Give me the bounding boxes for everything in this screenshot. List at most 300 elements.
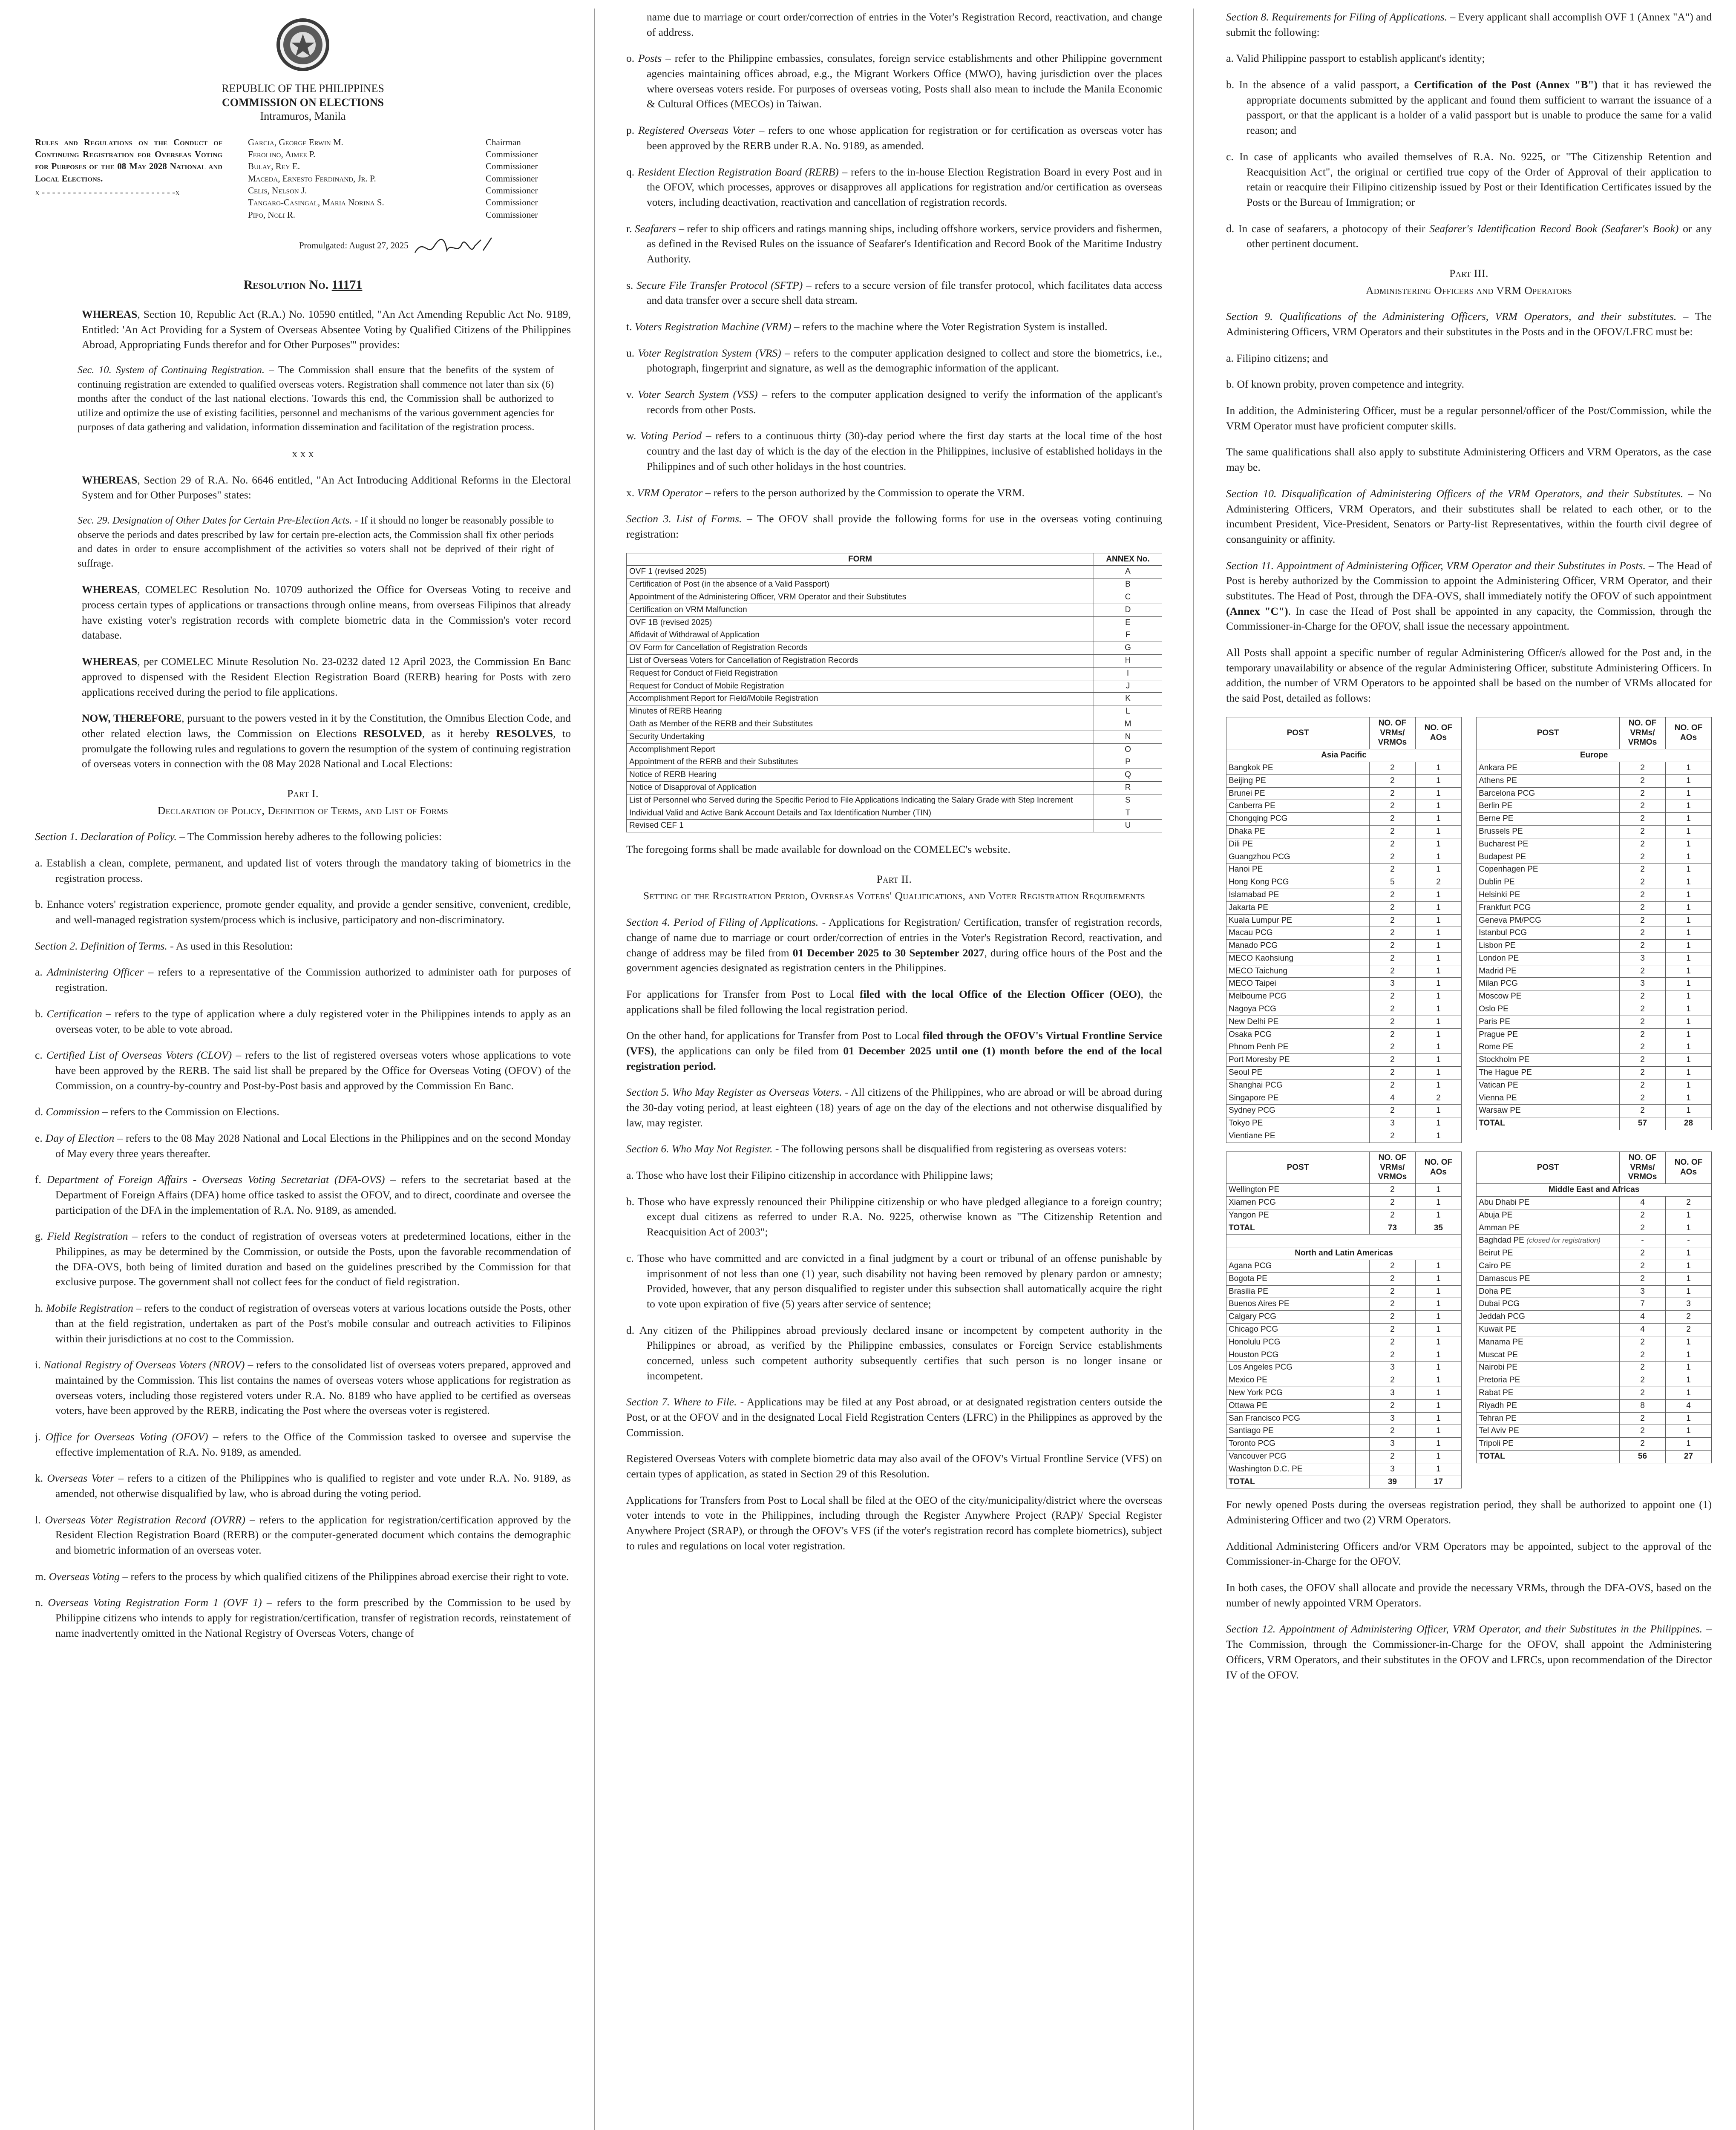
definitions-list	[626, 51, 1162, 500]
ao-count: 1	[1666, 800, 1712, 813]
vrm-count: 2	[1620, 825, 1666, 838]
vrm-count: 3	[1369, 1387, 1415, 1399]
post-name: Los Angeles PCG	[1226, 1361, 1370, 1374]
vrm-row	[1226, 1463, 1462, 1476]
ao-count: 1	[1666, 901, 1712, 914]
vrm-row	[1226, 1336, 1462, 1349]
vrm-count: 8	[1620, 1399, 1666, 1412]
vrm-col-vrms: NO. OF VRMs/ VRMOs	[1369, 1151, 1415, 1183]
vrm-row	[1226, 1054, 1462, 1067]
ao-count: 1	[1415, 1130, 1461, 1143]
column-1	[35, 9, 571, 2130]
forms-row	[627, 566, 1162, 579]
vrm-row	[1477, 774, 1712, 787]
post-name: Dubai PCG	[1477, 1298, 1620, 1311]
post-name: TOTAL	[1226, 1222, 1370, 1235]
vrm-row	[1226, 1399, 1462, 1412]
post-name: Melbourne PCG	[1226, 990, 1370, 1003]
vrm-row	[1477, 1349, 1712, 1361]
definition-term: National Registry of Overseas Voters (NROV)	[43, 1359, 245, 1371]
form-annex: H	[1094, 654, 1162, 667]
ao-count: 1	[1415, 1197, 1461, 1209]
form-name: Revised CEF 1	[627, 820, 1094, 832]
vrm-col-post: POST	[1477, 1151, 1620, 1183]
definition-item	[626, 319, 1162, 334]
region-name: North and Latin Americas	[1226, 1247, 1462, 1260]
form-annex: C	[1094, 591, 1162, 604]
vrm-count: 2	[1369, 1003, 1415, 1016]
ao-count: -	[1666, 1235, 1712, 1247]
forms-row	[627, 756, 1162, 769]
ao-count: 1	[1666, 813, 1712, 826]
vrm-count: 2	[1620, 1349, 1666, 1361]
vrm-row	[1226, 1387, 1462, 1399]
vrm-header-row	[1477, 1151, 1712, 1183]
whereas-1: WHEREAS, Section 10, Republic Act (R.A.) No. 10590 entitled, "An Act Amending Republic Act No. 9189, Entitled: 'An Act Providing for a System of Overseas Absentee Voting by Qualified Citizens of the Philippines Abroad, Appropriating Funds therefor and for Other Purposes'" provides:	[82, 308, 571, 351]
definition-text: – refers to a secure version of file transfer protocol, which facilitates data access and data transfer over a secure shell data stream.	[647, 279, 1162, 307]
vrm-count: 2	[1620, 1028, 1666, 1041]
vrm-row	[1477, 1028, 1712, 1041]
disqualification-item: c. Those who have committed and are convicted in a final judgment by a court or tribunal of an offense punishable by imprisonment of not less than one (1) year, such disability not having been removed by plenary pardon or amnesty; Provided, however, that any person disqualified to register under this subsection shall automatically acquire the right to vote upon expiration of five (5) years after service of sentence;	[626, 1252, 1162, 1310]
qualification-item: a. Filipino citizens; and	[1226, 351, 1328, 364]
vrm-count: 2	[1620, 1079, 1666, 1092]
vrm-count: 2	[1369, 1298, 1415, 1311]
vrm-count: 4	[1369, 1092, 1415, 1105]
definition-text: – refers to the list of registered overseas voters whose applications to vote have been approved by the RERB. The said list shall be prepared by the Office for Overseas Voting (OFOV) of the Commission, on a country-by-country and Post-by-Post basis and approved by the Commission En Banc.	[55, 1049, 571, 1092]
definition-term: Day of Election	[45, 1131, 115, 1144]
form-annex: P	[1094, 756, 1162, 769]
vrm-row	[1477, 813, 1712, 826]
ao-count: 1	[1666, 774, 1712, 787]
ao-count: 1	[1415, 1105, 1461, 1117]
post-name: Rabat PE	[1477, 1387, 1620, 1399]
ao-count: 1	[1415, 1387, 1461, 1399]
ao-count: 1	[1666, 1349, 1712, 1361]
ao-count: 4	[1666, 1399, 1712, 1412]
post-name: Ankara PE	[1477, 762, 1620, 774]
post-name: Singapore PE	[1226, 1092, 1370, 1105]
ao-count: 2	[1666, 1197, 1712, 1209]
vrm-count: 2	[1369, 851, 1415, 864]
definition-item	[35, 1569, 571, 1584]
post-name: Moscow PE	[1477, 990, 1620, 1003]
vrm-count: 2	[1369, 1399, 1415, 1412]
form-name: Accomplishment Report for Field/Mobile Registration	[627, 693, 1094, 705]
commissioner-row: Tangaro-Casingal, Maria Norina S. Commissioner	[248, 197, 538, 208]
vrm-count: 2	[1369, 927, 1415, 940]
post-name: Dhaka PE	[1226, 825, 1370, 838]
vrm-count: 56	[1620, 1450, 1666, 1463]
requirement-item: a. Valid Philippine passport to establish applicant's identity;	[1226, 52, 1485, 65]
vrm-count: 2	[1620, 1374, 1666, 1387]
ao-count: 1	[1666, 1054, 1712, 1067]
vrm-count: 2	[1620, 800, 1666, 813]
vrm-row	[1226, 1349, 1462, 1361]
closed-note: (closed for registration)	[1526, 1236, 1601, 1245]
ao-count: 1	[1415, 1184, 1461, 1197]
vrm-count: 2	[1369, 914, 1415, 927]
vrm-count: 3	[1620, 1285, 1666, 1298]
definition-term: Mobile Registration	[46, 1302, 133, 1315]
ao-count: 1	[1415, 1438, 1461, 1451]
section-4: Section 4. Period of Filing of Applications. - Applications for Registration/ Certification, transfer of registration records, change of name due to marriage or court order/correction of entries in the Voter's Registration Record, reactivation, and change of address may be filed from 01 December 2025 to 30 September 2027, during office hours of the Post and the government agencies designated as registration centers in the Philippines.	[626, 916, 1162, 974]
definition-key: f.	[35, 1173, 41, 1186]
section-9-substitutes: The same qualifications shall also apply to substitute Administering Officers and VRM Operators, as the case may be.	[1226, 446, 1712, 474]
vrm-row	[1477, 1374, 1712, 1387]
vrm-count: 2	[1369, 1425, 1415, 1438]
requirement-item: c. In case of applicants who availed themselves of R.A. No. 9225, or "The Citizenship Retention and Reacquisition Act", the original or certified true copy of the Order of Approval of their application to retain or reacquire their Filipino citizenship issued by Post or their Identification Certificates issued by the Posts or the Bureau of Immigration; or	[1226, 150, 1712, 208]
post-name: TOTAL	[1477, 1450, 1620, 1463]
post-name: Budapest PE	[1477, 851, 1620, 864]
commissioner-row: Bulay, Rey E. Commissioner	[248, 161, 538, 172]
section-8: Section 8. Requirements for Filing of Applications. – Every applicant shall accomplish OVF 1 (Annex "A") and submit the following:	[1226, 11, 1712, 38]
form-name: OV Form for Cancellation of Registration Records	[627, 642, 1094, 655]
ao-count: 1	[1415, 1374, 1461, 1387]
vrm-count: 3	[1369, 1117, 1415, 1130]
vrm-count: 2	[1620, 1425, 1666, 1438]
part-2-title: Setting of the Registration Period, Overseas Voters' Qualifications, and Voter Registration Requirements	[643, 889, 1146, 902]
vrm-row	[1226, 1184, 1462, 1197]
vrm-count: -	[1620, 1235, 1666, 1247]
ao-count: 1	[1666, 1247, 1712, 1260]
vrm-count: 2	[1369, 1272, 1415, 1285]
form-name: Minutes of RERB Hearing	[627, 705, 1094, 718]
definition-item	[35, 1048, 571, 1093]
post-name: Brunei PE	[1226, 787, 1370, 800]
form-name: Appointment of the Administering Officer, VRM Operator and their Substitutes	[627, 591, 1094, 604]
ao-count: 1	[1415, 813, 1461, 826]
vrm-row	[1226, 864, 1462, 876]
definition-item	[35, 1131, 571, 1161]
vrm-row	[1477, 851, 1712, 864]
vrm-count: 73	[1369, 1222, 1415, 1235]
vrm-count: 2	[1369, 800, 1415, 813]
post-name: Damascus PE	[1477, 1272, 1620, 1285]
definition-item	[35, 1429, 571, 1459]
vrm-count: 2	[1620, 1387, 1666, 1399]
post-name: Oslo PE	[1477, 1003, 1620, 1016]
post-name: Barcelona PCG	[1477, 787, 1620, 800]
post-name: Paris PE	[1477, 1016, 1620, 1028]
form-annex: J	[1094, 680, 1162, 693]
commissioner-row: Maceda, Ernesto Ferdinand, Jr. P. Commissioner	[248, 173, 538, 184]
forms-row	[627, 680, 1162, 693]
vrm-row	[1477, 1247, 1712, 1260]
vrm-row	[1226, 1260, 1462, 1273]
vrm-count: 2	[1369, 762, 1415, 774]
vrm-row	[1477, 1016, 1712, 1028]
definition-text: – refer to ship officers and ratings manning ships, including offshore workers, service providers and fishermen, as defined in the Revised Rules on the issuance of Seafarer's Identification and Record Book of the Maritime Industry Authority.	[647, 222, 1162, 265]
vrm-count: 2	[1620, 774, 1666, 787]
vrm-row	[1477, 1311, 1712, 1324]
ao-count: 1	[1415, 1041, 1461, 1054]
commission-label: COMMISSION ON ELECTIONS	[222, 96, 384, 109]
ao-count: 1	[1415, 1324, 1461, 1336]
vrm-count: 2	[1369, 774, 1415, 787]
vrm-count: 2	[1369, 1054, 1415, 1067]
definition-text: – refers to the Office of the Commission tasked to oversee and supervise the effective implementation of R.A. No. 9189, as amended.	[55, 1430, 571, 1458]
vrm-row	[1477, 787, 1712, 800]
vrm-count: 2	[1620, 1016, 1666, 1028]
vrm-count: 2	[1369, 1260, 1415, 1273]
ao-count: 1	[1666, 1361, 1712, 1374]
definition-text: – refers to a continuous thirty (30)-day period where the first day starts at the local time of the host country and the last day of which is the day of the election in the Philippines, inclusive of established holidays in the Philippines and of such other holidays in the host countries.	[647, 429, 1162, 472]
vrm-header-row	[1477, 717, 1712, 749]
ao-count: 1	[1415, 952, 1461, 965]
post-name: New York PCG	[1226, 1387, 1370, 1399]
vrm-row	[1477, 800, 1712, 813]
definition-item	[35, 964, 571, 995]
definition-item	[35, 1301, 571, 1346]
vrm-count: 2	[1369, 940, 1415, 953]
vrm-count: 2	[1369, 889, 1415, 901]
vrm-row	[1226, 1374, 1462, 1387]
definition-item	[626, 485, 1162, 501]
vrm-row	[1477, 1336, 1712, 1349]
vrm-count: 2	[1369, 1209, 1415, 1222]
ao-count: 1	[1666, 1374, 1712, 1387]
disqualification-item: a. Those who have lost their Filipino citizenship in accordance with Philippine laws;	[626, 1169, 993, 1182]
post-name: Bangkok PE	[1226, 762, 1370, 774]
vrm-row	[1226, 1311, 1462, 1324]
vrm-row	[1226, 1298, 1462, 1311]
vrm-col-vrms: NO. OF VRMs/ VRMOs	[1369, 717, 1415, 749]
post-name: Tripoli PE	[1477, 1438, 1620, 1451]
definition-text: – refers to the consolidated list of overseas voters prepared, approved and maintained by the Commission. This list contains the names of overseas voters whose applications for registration as overseas voters, including those registered voters under R.A. No. 8189 who have applied to be certified as overseas voters, have been approved by the RERB, indicating the Post where the overseas voter is registered.	[55, 1359, 571, 1417]
form-annex: Q	[1094, 769, 1162, 782]
whereas-3: WHEREAS, COMELEC Resolution No. 10709 authorized the Office for Overseas Voting to receive and process certain types of applications or transactions through online means, from overseas Filipinos that already have existing voter's registration records with complete biometric data in the Commission's voter record database.	[82, 583, 571, 642]
vrm-count: 2	[1620, 940, 1666, 953]
post-name: Tel Aviv PE	[1477, 1425, 1620, 1438]
vrm-count: 7	[1620, 1298, 1666, 1311]
ao-count: 1	[1415, 1336, 1461, 1349]
vrm-row	[1226, 952, 1462, 965]
whereas-2: WHEREAS, Section 29 of R.A. No. 6646 entitled, "An Act Introducing Additional Reforms in the Electoral System and for Other Purposes" states:	[82, 473, 571, 501]
ao-count: 1	[1415, 940, 1461, 953]
forms-row	[627, 794, 1162, 807]
commissioner-row: Ferolino, Aimee P. Commissioner	[248, 149, 538, 159]
title-block	[35, 136, 571, 259]
vrm-tables-row-2	[1226, 1151, 1712, 1489]
post-name: Osaka PCG	[1226, 1028, 1370, 1041]
post-name: Mexico PE	[1226, 1374, 1370, 1387]
part-1-title: Declaration of Policy, Definition of Terms, and List of Forms	[157, 804, 449, 817]
ao-count: 1	[1415, 901, 1461, 914]
ao-count: 1	[1666, 1336, 1712, 1349]
post-name: Vatican PE	[1477, 1079, 1620, 1092]
post-name: Xiamen PCG	[1226, 1197, 1370, 1209]
vrm-count: 2	[1369, 1450, 1415, 1463]
comelec-seal-icon	[275, 17, 331, 72]
vrm-col-post: POST	[1477, 717, 1620, 749]
vrm-count: 2	[1369, 1184, 1415, 1197]
forms-row	[627, 807, 1162, 820]
vrm-row	[1226, 1272, 1462, 1285]
definition-text: – refers to the conduct of registration of overseas voters at various locations outside the Posts, other than at the field registration, undertaken as part of the Post's mobile consular and outreach activities to Filipinos within their jurisdictions at no cost to the Commission.	[55, 1302, 571, 1345]
ao-count: 1	[1415, 825, 1461, 838]
definition-item	[35, 1172, 571, 1218]
ao-count: 1	[1415, 1209, 1461, 1222]
post-name: Calgary PCG	[1226, 1311, 1370, 1324]
ao-count: 1	[1666, 762, 1712, 774]
definition-term: Voter Search System (VSS)	[638, 388, 758, 401]
vrm-count: 2	[1369, 1105, 1415, 1117]
definition-item	[35, 1104, 571, 1120]
commissioner-row: Pipo, Noli R. Commissioner	[248, 209, 538, 220]
form-name: Oath as Member of the RERB and their Substitutes	[627, 718, 1094, 731]
post-name: Helsinki PE	[1477, 889, 1620, 901]
vrm-row	[1226, 914, 1462, 927]
post-name: Chicago PCG	[1226, 1324, 1370, 1336]
ao-count: 1	[1666, 990, 1712, 1003]
ao-count: 1	[1666, 864, 1712, 876]
vrm-count: 2	[1620, 990, 1666, 1003]
vrm-count: 2	[1369, 965, 1415, 978]
vrm-row	[1226, 1450, 1462, 1463]
forms-row	[627, 718, 1162, 731]
vrm-count: 2	[1620, 965, 1666, 978]
definition-text: – refer to the Philippine embassies, consulates, foreign service establishments and other Philippine government agencies maintaining offices abroad, e.g., the Migrant Workers Office (MWO), having jurisdiction over the places where overseas voters reside. For purposes of overseas voting, Posts shall also mean to include the Manila Economic & Cultural Offices (MECOs) in Taiwan.	[647, 52, 1162, 110]
vrm-row	[1226, 990, 1462, 1003]
definition-text: – refers to the conduct of registration of overseas voters at predetermined locations, either in the Philippines, as may be determined by the Commission, or outside the Posts, upon the favorable recommendation of the DFA-OVS, both being of limited duration and based on the guidelines prescribed by the Commission for that exclusive purpose. The government shall not collect fees for the conduct of field registration.	[55, 1230, 571, 1288]
vrm-row	[1226, 1361, 1462, 1374]
post-name: Abuja PE	[1477, 1209, 1620, 1222]
post-name: Jakarta PE	[1226, 901, 1370, 914]
definition-key: b.	[35, 1007, 43, 1020]
post-name: Milan PCG	[1477, 978, 1620, 990]
vrm-count: 2	[1620, 851, 1666, 864]
vrm-row	[1226, 1412, 1462, 1425]
vrm-row	[1477, 1285, 1712, 1298]
vrm-count: 2	[1620, 901, 1666, 914]
forms-row	[627, 629, 1162, 642]
forms-row	[627, 820, 1162, 832]
definition-term: Office for Overseas Voting (OFOV)	[45, 1430, 208, 1443]
definition-term: Secure File Transfer Protocol (SFTP)	[636, 279, 803, 291]
vrm-count: 3	[1369, 1438, 1415, 1451]
qualification-item: b. Of known probity, proven competence and integrity.	[1226, 378, 1464, 391]
post-name: Sydney PCG	[1226, 1105, 1370, 1117]
section-3: Section 3. List of Forms. – The OFOV shall provide the following forms for use in the overseas voting continuing registration:	[626, 512, 1162, 540]
form-name: Notice of Disapproval of Application	[627, 781, 1094, 794]
definition-term: Resident Election Registration Board (RERB)	[637, 165, 839, 178]
resolution-number: 11171	[331, 277, 363, 292]
post-name: Rome PE	[1477, 1041, 1620, 1054]
ao-count: 1	[1415, 787, 1461, 800]
ao-count: 1	[1666, 1041, 1712, 1054]
ao-count: 1	[1666, 940, 1712, 953]
definition-item	[626, 345, 1162, 376]
vrm-count: 3	[1620, 952, 1666, 965]
post-name: Athens PE	[1477, 774, 1620, 787]
region-name: Middle East and Africas	[1477, 1184, 1712, 1197]
vrm-row-closed	[1477, 1235, 1712, 1247]
forms-row	[627, 591, 1162, 604]
vrm-count: 2	[1369, 1197, 1415, 1209]
vrm-count: 2	[1369, 901, 1415, 914]
vrm-col-aos: NO. OF AOs	[1415, 1151, 1461, 1183]
resolution-title: Resolution No. 11171	[243, 277, 363, 292]
ao-count: 1	[1415, 1028, 1461, 1041]
definition-key: t.	[626, 320, 632, 333]
disqualification-item: d. Any citizen of the Philippines abroad previously declared insane or incompetent by competent authority in the Philippines or abroad, as verified by the Philippine embassies, consulates or Foreign Service establishments concerned, unless such competent authority subsequently certifies that such person is no longer insane or incompetent.	[626, 1324, 1162, 1382]
post-name: Tokyo PE	[1226, 1117, 1370, 1130]
section-1: Section 1. Declaration of Policy. – The Commission hereby adheres to the following policies:	[35, 830, 442, 843]
ao-count: 1	[1666, 965, 1712, 978]
definition-key: d.	[35, 1105, 43, 1118]
vrm-row	[1477, 1105, 1712, 1117]
ao-count: 1	[1666, 1438, 1712, 1451]
definition-term: Department of Foreign Affairs - Overseas Voting Secretariat (DFA-OVS)	[46, 1173, 385, 1186]
definition-term: Commission	[46, 1105, 100, 1118]
vrm-row	[1477, 762, 1712, 774]
vrm-row	[1226, 1209, 1462, 1222]
post-name: MECO Kaohsiung	[1226, 952, 1370, 965]
vrm-count: 3	[1620, 978, 1666, 990]
post-name: Manama PE	[1477, 1336, 1620, 1349]
vrm-total-row	[1477, 1117, 1712, 1130]
section-4-vfs: On the other hand, for applications for Transfer from Post to Local filed through the OFOV's Virtual Frontline Service (VFS), the applications can only be filed from 01 December 2025 until one (1) month before the end of the local registration period.	[626, 1029, 1162, 1072]
post-name: Cairo PE	[1477, 1260, 1620, 1273]
ao-count: 1	[1415, 1272, 1461, 1285]
post-name: Manado PCG	[1226, 940, 1370, 953]
definition-term: VRM Operator	[637, 486, 703, 499]
section-9: Section 9. Qualifications of the Administering Officers, VRM Operators, and their substitutes. – The Administering Officers, VRM Operators and their substitutes in the Posts and in the OFOV/LFRC must be:	[1226, 310, 1712, 338]
post-name: Santiago PE	[1226, 1425, 1370, 1438]
ao-count: 1	[1415, 864, 1461, 876]
form-annex: I	[1094, 667, 1162, 680]
form-annex: D	[1094, 604, 1162, 616]
vrm-row	[1226, 762, 1462, 774]
vrm-row	[1477, 1067, 1712, 1079]
definition-key: g.	[35, 1230, 43, 1243]
vrm-count: 2	[1369, 1016, 1415, 1028]
post-name: Phnom Penh PE	[1226, 1041, 1370, 1054]
definition-key: w.	[626, 429, 636, 442]
vrm-col-aos: NO. OF AOs	[1415, 717, 1461, 749]
form-annex: O	[1094, 743, 1162, 756]
definition-text: – refers to one whose application for registration or for certification as overseas voter has been approved by the RERB under R.A. No. 9189, as amended.	[647, 124, 1162, 152]
commissioner-row: Garcia, George Erwin M. Chairman	[248, 137, 521, 147]
definition-key: h.	[35, 1302, 43, 1315]
post-name: Nagoya PCG	[1226, 1003, 1370, 1016]
vrm-row	[1477, 838, 1712, 851]
vrm-count: 2	[1369, 1028, 1415, 1041]
vrm-row	[1477, 914, 1712, 927]
post-name: Toronto PCG	[1226, 1438, 1370, 1451]
column-2	[626, 9, 1162, 2130]
vrm-row	[1226, 1041, 1462, 1054]
vrm-row	[1477, 952, 1712, 965]
post-name: Istanbul PCG	[1477, 927, 1620, 940]
ao-count: 2	[1666, 1324, 1712, 1336]
forms-row	[627, 693, 1162, 705]
section-9-note: In addition, the Administering Officer, must be a regular personnel/officer of the Post/Commission, while the VRM Operator must have proficient computer skills.	[1226, 404, 1712, 432]
post-name: Shanghai PCG	[1226, 1079, 1370, 1092]
vrm-count: 2	[1369, 1041, 1415, 1054]
definition-text: – refers to a representative of the Commission authorized to administer oath for purposes of registration.	[55, 966, 571, 994]
post-name: Wellington PE	[1226, 1184, 1370, 1197]
ao-count: 1	[1666, 787, 1712, 800]
vrm-count: 2	[1620, 1003, 1666, 1016]
vrm-count: 2	[1369, 1067, 1415, 1079]
form-annex: G	[1094, 642, 1162, 655]
commissioners-list	[222, 136, 571, 259]
vrm-total-row	[1226, 1476, 1462, 1488]
section-12: Section 12. Appointment of Administering Officer, VRM Operator, and their Substitutes in the Philippines. – The Commission, through the Commissioner-in-Charge for the OFOV, shall appoint the Administering Officers, VRM Operators, and their substitutes in the OFOV and LFRCs, upon recommendation of the Director IV of the OFOV.	[1226, 1623, 1712, 1681]
definition-text: – refers to the 08 May 2028 National and Local Elections in the Philippines and on the second Monday of May every three years thereafter.	[55, 1131, 571, 1160]
ao-count: 1	[1415, 1003, 1461, 1016]
